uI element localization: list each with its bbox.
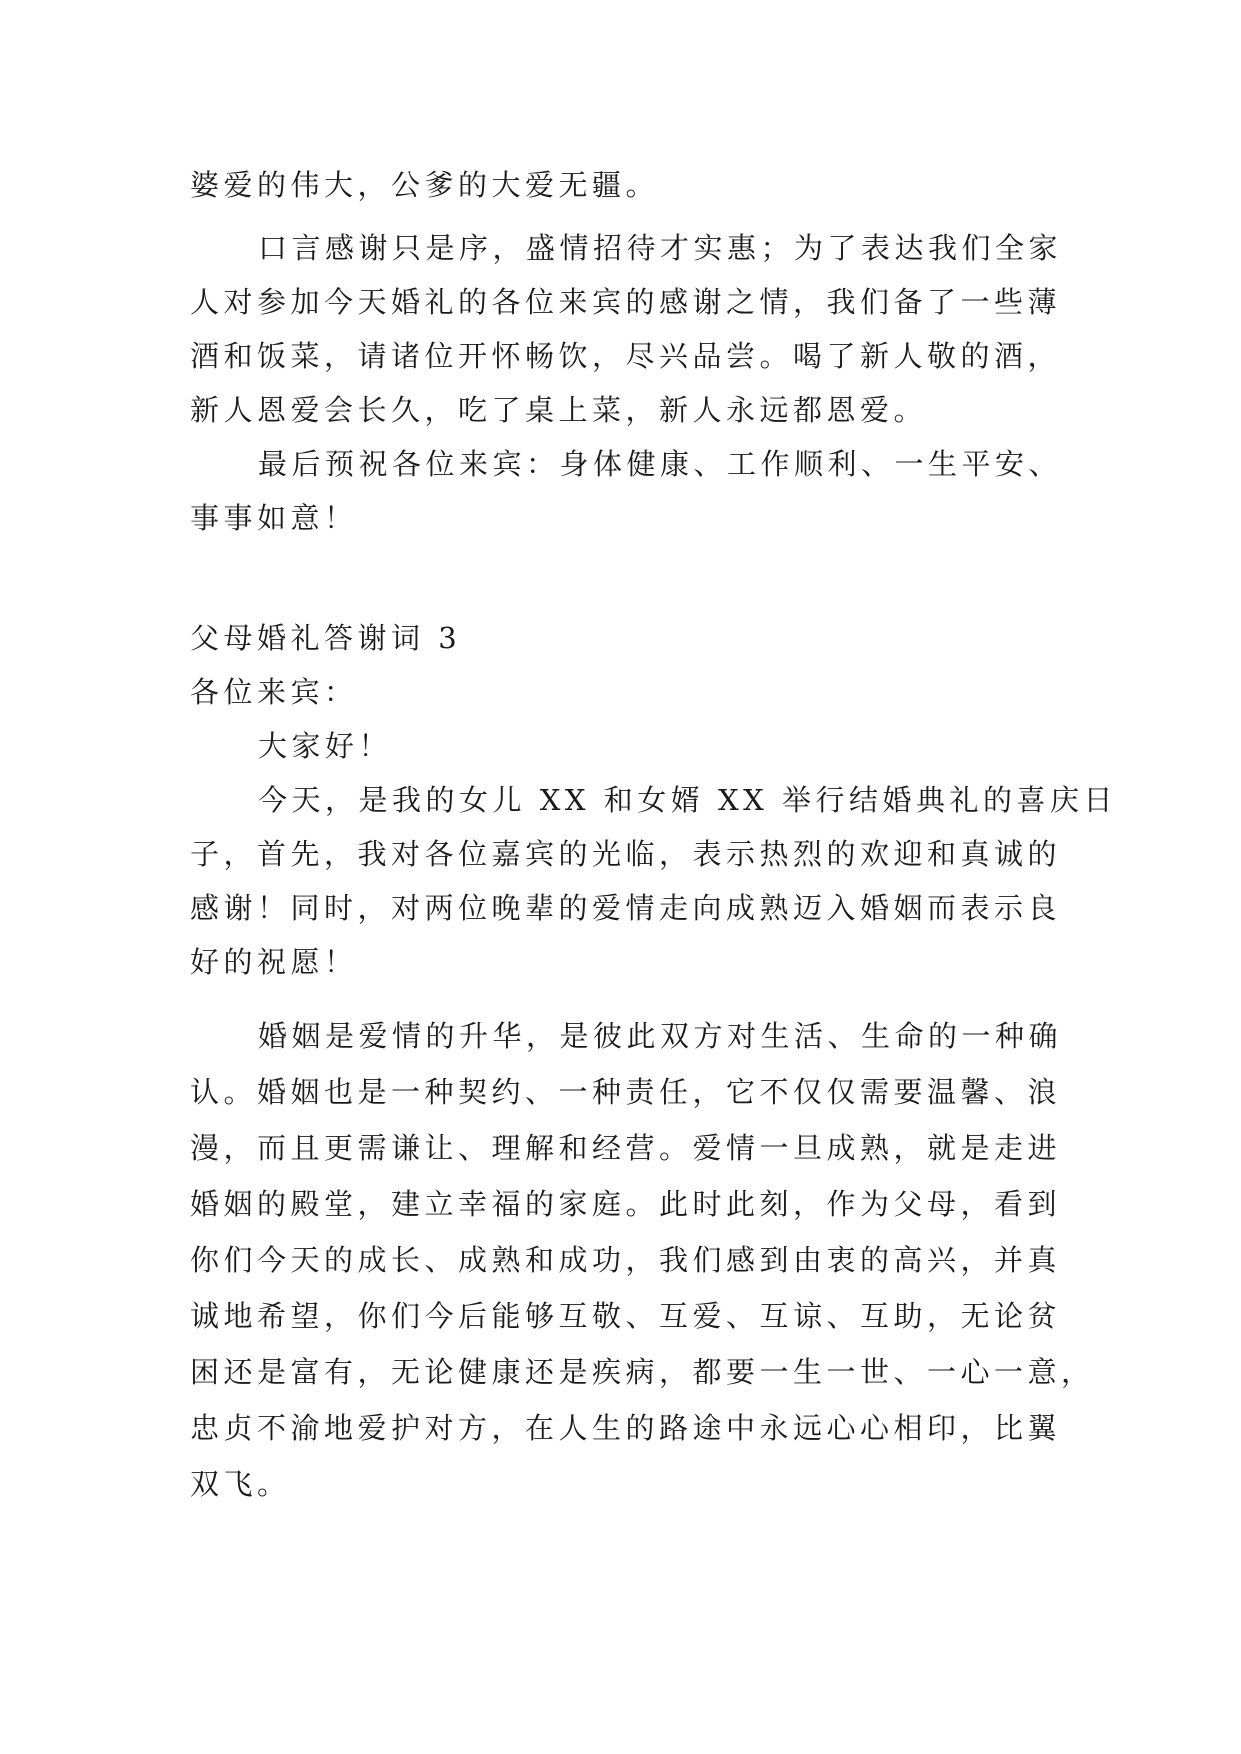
paragraph-line: 今天，是我的女儿 XX 和女婿 XX 举行结婚典礼的喜庆日 <box>258 783 1117 817</box>
paragraph-line: 婚姻是爱情的升华，是彼此双方对生活、生命的一种确 <box>258 1019 1063 1053</box>
paragraph-line: 酒和饭菜，请诸位开怀畅饮，尽兴品尝。喝了新人敬的酒， <box>190 339 1062 373</box>
paragraph-line: 你们今天的成长、成熟和成功，我们感到由衷的高兴，并真 <box>190 1243 1062 1277</box>
greeting: 大家好！ <box>258 729 393 763</box>
paragraph-line: 子，首先，我对各位嘉宾的光临，表示热烈的欢迎和真诚的 <box>190 837 1062 871</box>
paragraph-line: 最后预祝各位来宾：身体健康、工作顺利、一生平安、 <box>258 447 1063 481</box>
paragraph-line: 人对参加今天婚礼的各位来宾的感谢之情，我们备了一些薄 <box>190 285 1062 319</box>
paragraph-line: 双飞。 <box>190 1467 291 1501</box>
paragraph-line: 漫，而且更需谦让、理解和经营。爱情一旦成熟，就是走进 <box>190 1131 1062 1165</box>
paragraph-line: 新人恩爱会长久，吃了桌上菜，新人永远都恩爱。 <box>190 393 928 427</box>
paragraph-line: 好的祝愿！ <box>190 945 358 979</box>
paragraph-line: 忠贞不渝地爱护对方，在人生的路途中永远心心相印，比翼 <box>190 1411 1062 1445</box>
paragraph-line: 事事如意！ <box>190 501 358 535</box>
paragraph-line: 婆爱的伟大，公爹的大爱无疆。 <box>190 168 660 202</box>
paragraph-line: 口言感谢只是序，盛情招待才实惠；为了表达我们全家 <box>258 231 1063 265</box>
paragraph-line: 困还是富有，无论健康还是疾病，都要一生一世、一心一意， <box>190 1355 1095 1389</box>
paragraph-line: 婚姻的殿堂，建立幸福的家庭。此时此刻，作为父母，看到 <box>190 1187 1062 1221</box>
section-title: 父母婚礼答谢词 3 <box>190 621 462 655</box>
paragraph-line: 感谢！同时，对两位晚辈的爱情走向成熟迈入婚姻而表示良 <box>190 891 1062 925</box>
paragraph-line: 认。婚姻也是一种契约、一种责任，它不仅仅需要温馨、浪 <box>190 1075 1062 1109</box>
paragraph-line: 诚地希望，你们今后能够互敬、互爱、互谅、互助，无论贫 <box>190 1299 1062 1333</box>
salutation: 各位来宾： <box>190 675 358 709</box>
